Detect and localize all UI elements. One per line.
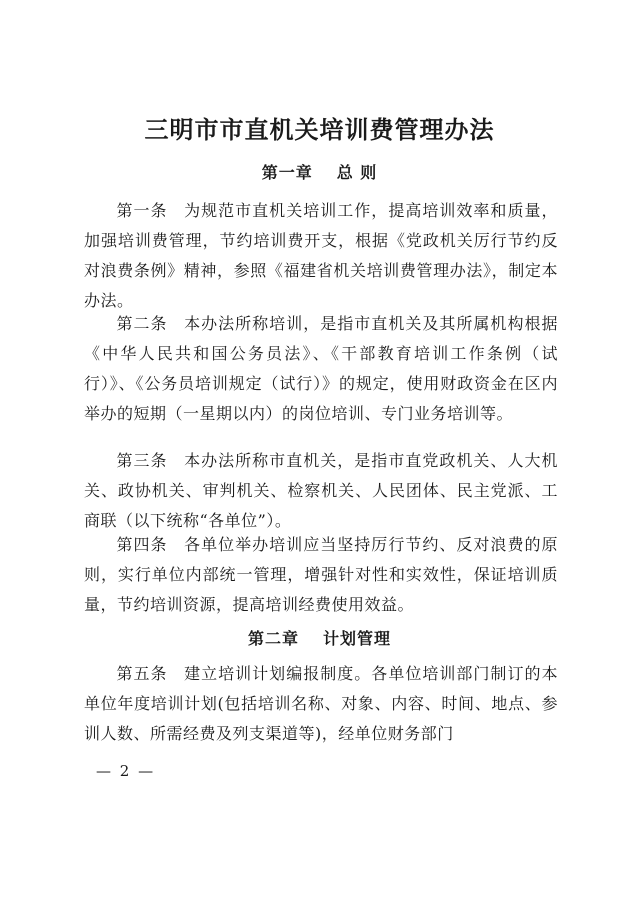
document-title: 三明市市直机关培训费管理办法 — [144, 115, 495, 144]
article-text: 各单位举办培训应当坚持厉行节约、反对浪费的原则，实行单位内部统一管理，增强针对性和实效性，保证培训质量，节约培训资源，提高培训经费使用效益。 — [84, 535, 558, 614]
article-paragraph — [84, 659, 558, 749]
chapter-number: 第二章 — [247, 629, 299, 648]
article-text: 建立培训计划编报制度。各单位培训部门制订的本单位年度培训计划(包括培训名称、对象、内容、时间、地点、参训人数、所需经费及列支渠道等)，经单位财务部门 — [84, 664, 558, 743]
article-text: 本办法所称培训，是指市直机关及其所属机构根据《中华人民共和国公务员法》、《干部教育培训工作条例（试行）》、《公务员培训规定（试行）》的规定，使用财政资金在区内举办的短期（一星期以内）的岗位培训、专门业务培训等。 — [84, 314, 558, 423]
article-paragraph — [84, 446, 558, 536]
chapter-heading — [0, 626, 639, 649]
article-paragraph — [84, 309, 558, 429]
chapter-name: 总 则 — [336, 163, 378, 182]
chapter-name: 计划管理 — [323, 629, 392, 648]
page-number: — 2 — — [96, 762, 156, 780]
article-label: 第一条 — [116, 201, 168, 220]
article-label: 第四条 — [116, 535, 168, 554]
article-text: 为规范市直机关培训工作，提高培训效率和质量，加强培训费管理，节约培训费开支，根据《党政机关厉行节约反对浪费条例》精神，参照《福建省机关培训费管理办法》，制定本办法。 — [84, 201, 558, 310]
article-label: 第三条 — [116, 451, 168, 470]
article-paragraph — [84, 530, 558, 620]
chapter-number: 第一章 — [261, 163, 313, 182]
article-text: 本办法所称市直机关，是指市直党政机关、人大机关、政协机关、审判机关、检察机关、人民团体、民主党派、工商联（以下统称“各单位”）。 — [84, 451, 558, 530]
chapter-heading — [0, 160, 639, 183]
article-label: 第二条 — [116, 314, 168, 333]
article-label: 第五条 — [116, 664, 168, 683]
article-paragraph — [84, 196, 558, 316]
